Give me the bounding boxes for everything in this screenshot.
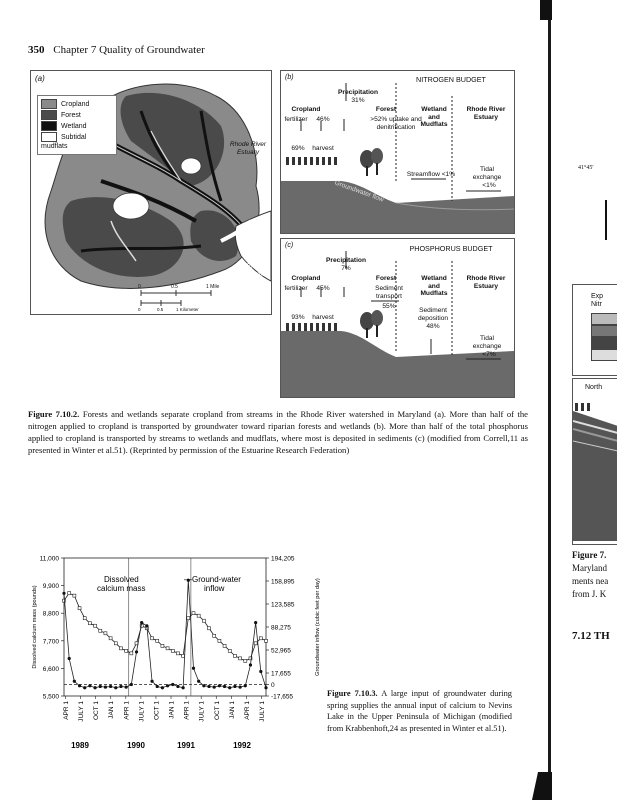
groundwater-inflow-point xyxy=(125,686,128,689)
subtidal-swatch xyxy=(41,132,57,142)
groundwater-inflow-point xyxy=(135,650,138,653)
groundwater-inflow-point xyxy=(140,621,143,624)
n-tidal: Tidal exchange xyxy=(472,166,502,181)
legend-subtidal: Subtidal mudflats xyxy=(41,133,87,150)
x-tick-label: OCT 1 xyxy=(213,701,221,721)
bay-label: To Chesapeake Bay xyxy=(230,263,268,286)
n-col-cropland: Cropland xyxy=(291,106,321,113)
caption-1-label: Figure 7.10.2. xyxy=(28,409,80,419)
page-header xyxy=(28,44,205,56)
legend-inflow-label-2: inflow xyxy=(204,584,225,593)
legend-forest: Forest xyxy=(41,110,113,121)
dissolved-calcium-point xyxy=(244,659,247,662)
right-tick-label: -17,655 xyxy=(271,693,294,701)
dissolved-calcium-point xyxy=(254,642,257,645)
groundwater-inflow-point xyxy=(254,621,257,624)
year-label: 1992 xyxy=(233,741,251,750)
right-cross-section xyxy=(572,378,617,545)
groundwater-inflow-point xyxy=(264,686,267,689)
figure-c-tag: (c) xyxy=(285,242,294,249)
groundwater-inflow-point xyxy=(207,685,210,688)
calcium-chart-svg xyxy=(28,548,328,758)
caption-2-label: Figure 7.10.3. xyxy=(327,689,378,698)
n-forest-note: >52% uptake and denitrification xyxy=(370,116,422,131)
groundwater-inflow-point xyxy=(156,685,159,688)
right-line-3: from J. K xyxy=(572,589,607,599)
dissolved-calcium-point xyxy=(94,624,97,627)
scale-km-1: 1 Kilometer xyxy=(176,307,199,312)
p-col-wetland: Wetland and Mudflats xyxy=(420,275,448,297)
dissolved-calcium-point xyxy=(114,642,117,645)
page-number: 350 xyxy=(28,44,45,56)
right-tick-label: 158,895 xyxy=(271,578,295,586)
dissolved-calcium-point xyxy=(233,654,236,657)
calcium-chart xyxy=(28,548,328,758)
x-tick-label: JULY 1 xyxy=(198,701,206,722)
dissolved-calcium-point xyxy=(192,612,195,615)
page-gutter xyxy=(548,0,551,800)
n-harvest: harvest xyxy=(312,145,334,152)
left-tick-label: 7,700 xyxy=(42,638,59,646)
n-fert-pct: 46% xyxy=(316,116,330,123)
groundwater-inflow-point xyxy=(68,657,71,660)
figure-a-tag: (a) xyxy=(35,74,45,83)
n-precip-pct: 31% xyxy=(351,97,365,104)
dissolved-calcium-point xyxy=(161,644,164,647)
x-tick-label: JAN 1 xyxy=(228,701,236,719)
right-line-1: Maryland xyxy=(572,563,607,573)
groundwater-inflow-point xyxy=(83,686,86,689)
caption-2-text: A large input of groundwater during spring supplies the annual input of calcium to Nevins Lake in the Upper Peninsula of Michigan (modified from Krabbenhoft,24 as presented in Winter et al.51). xyxy=(327,689,512,733)
left-tick-label: 5,500 xyxy=(42,693,59,701)
dissolved-calcium-point xyxy=(202,619,205,622)
dissolved-calcium-point xyxy=(239,657,242,660)
scale-km-05: 0.5 xyxy=(157,307,164,312)
groundwater-inflow-point xyxy=(223,685,226,688)
dissolved-calcium-point xyxy=(78,607,81,610)
groundwater-inflow-point xyxy=(73,680,76,683)
groundwater-inflow-point xyxy=(78,684,81,687)
year-label: 1989 xyxy=(71,741,89,750)
left-tick-label: 9,900 xyxy=(42,583,59,591)
dissolved-calcium-point xyxy=(88,622,91,625)
n-fertilizer: fertilizer xyxy=(284,116,308,123)
map-legend xyxy=(37,95,117,155)
chapter-label: Chapter 7 xyxy=(53,44,97,56)
figure-c-phosphorus xyxy=(280,238,515,398)
x-tick-label: JULY 1 xyxy=(258,701,266,722)
groundwater-inflow-point xyxy=(197,680,200,683)
n-col-estuary: Rhode River Estuary xyxy=(466,106,506,121)
dissolved-calcium-point xyxy=(228,649,231,652)
groundwater-inflow-point xyxy=(239,686,242,689)
phosphorus-title: PHOSPHORUS BUDGET xyxy=(409,244,493,253)
gutter-top-shadow xyxy=(540,0,552,20)
legend-dissolved-label-2: calcium mass xyxy=(97,584,146,593)
groundwater-inflow-point xyxy=(249,663,252,666)
right-section-heading: 7.12 TH xyxy=(572,630,610,642)
groundwater-inflow-point xyxy=(145,624,148,627)
right-rule xyxy=(605,200,607,240)
right-tick-label: 194,205 xyxy=(271,555,295,563)
p-harvest-pct: 93% xyxy=(291,314,305,321)
x-tick-label: JAN 1 xyxy=(168,701,176,719)
dissolved-calcium-point xyxy=(109,637,112,640)
left-axis-label: Dissolved calcium mass (pounds) xyxy=(32,585,38,669)
groundwater-inflow-point xyxy=(213,686,216,689)
chapter-title: Quality of Groundwater xyxy=(99,44,205,56)
p-precip: Precipitation xyxy=(326,257,366,264)
right-tick-label: 0 xyxy=(271,682,275,689)
cropland-swatch xyxy=(41,99,57,109)
p-harvest: harvest xyxy=(312,314,334,321)
n-harvest-pct: 69% xyxy=(291,145,305,152)
legend-inflow-label: —Ground-water xyxy=(184,575,241,584)
p-tidal: Tidal exchange xyxy=(472,335,502,350)
legend-cropland: Cropland xyxy=(41,99,113,110)
p-fert-pct: 45% xyxy=(316,285,330,292)
x-tick-label: APR 1 xyxy=(183,701,191,720)
right-tick-label: 88,275 xyxy=(271,624,291,632)
groundwater-inflow-point xyxy=(228,686,231,689)
legend-dissolved-label: Dissolved xyxy=(104,575,139,584)
right-tick-label: 123,585 xyxy=(271,601,295,609)
scale-mi-1: 1 Mile xyxy=(206,284,220,290)
scale-mi-0: 0 xyxy=(138,284,141,290)
dissolved-calcium-point xyxy=(171,649,174,652)
right-axis-label: Groundwater inflow (cubic feet per day) xyxy=(315,578,321,676)
x-tick-label: JAN 1 xyxy=(108,701,116,719)
n-streamflow: Streamflow <1% xyxy=(406,171,456,178)
figure-7-10-3-caption xyxy=(327,688,512,734)
p-deposition: Sediment deposition xyxy=(417,307,449,322)
x-tick-label: APR 1 xyxy=(63,701,71,720)
right-swatch-2 xyxy=(591,325,617,337)
dissolved-calcium-point xyxy=(223,644,226,647)
dissolved-calcium-point xyxy=(197,614,200,617)
groundwater-inflow-point xyxy=(130,683,133,686)
groundwater-inflow-line xyxy=(64,580,266,687)
x-tick-label: APR 1 xyxy=(123,701,131,720)
dissolved-calcium-point xyxy=(99,629,102,632)
estuary-label: Rhode River Estuary xyxy=(229,141,267,156)
dissolved-calcium-point xyxy=(130,652,133,655)
dissolved-calcium-point xyxy=(213,634,216,637)
dissolved-calcium-point xyxy=(265,639,268,642)
groundwater-inflow-point xyxy=(114,686,117,689)
groundwater-inflow-point xyxy=(233,685,236,688)
p-tidal-pct: <7% xyxy=(482,351,496,358)
p-col-forest: Forest xyxy=(375,275,397,282)
figure-7-10-2-caption xyxy=(28,408,528,456)
p-col-estuary: Rhode River Estuary xyxy=(466,275,506,290)
right-section-svg xyxy=(573,401,617,541)
groundwater-inflow-point xyxy=(259,670,262,673)
legend-wetland: Wetland xyxy=(41,121,113,132)
dissolved-calcium-point xyxy=(104,632,107,635)
groundwater-inflow-point xyxy=(99,685,102,688)
groundwater-inflow-point xyxy=(244,684,247,687)
n-col-wetland: Wetland and Mudflats xyxy=(420,106,448,128)
x-tick-label: JULY 1 xyxy=(78,701,86,722)
groundwater-inflow-point xyxy=(166,684,169,687)
nitrogen-title: NITROGEN BUDGET xyxy=(416,75,486,84)
n-groundwater: Groundwater flow xyxy=(333,179,385,204)
dissolved-calcium-point xyxy=(259,637,262,640)
scale-km-0: 0 xyxy=(138,307,141,312)
right-tick-label: 17,655 xyxy=(271,670,291,678)
groundwater-inflow-point xyxy=(171,683,174,686)
groundwater-inflow-point xyxy=(109,685,112,688)
groundwater-inflow-point xyxy=(62,592,65,595)
forest-swatch xyxy=(41,110,57,120)
figure-b-tag: (b) xyxy=(285,74,294,81)
n-tidal-pct: <1% xyxy=(482,182,496,189)
wetland-swatch xyxy=(41,121,57,131)
right-exp: Exp xyxy=(591,293,604,300)
groundwater-inflow-point xyxy=(202,684,205,687)
groundwater-inflow-point xyxy=(176,685,179,688)
x-tick-label: JULY 1 xyxy=(138,701,146,722)
dissolved-calcium-point xyxy=(166,647,169,650)
caption-1-text: Forests and wetlands separate cropland from streams in the Rhode River watershed in Maryland (a). More than half of the nitrogen applied to cropland is transported by groundwater toward riparian forests and wetlands (b). More than half of the total phosphorus applied to cropland is transported by streams to wetlands and mudflats, where most is deposited in sediments (c) (modified from Correll,11 as presented in Winter et al.51). (Reprinted by permission of the Estuarine Research Federation) xyxy=(28,409,528,455)
groundwater-inflow-point xyxy=(182,686,185,689)
p-precip-pct: 7% xyxy=(341,265,351,272)
p-deposition-pct: 48% xyxy=(426,323,440,330)
x-tick-label: OCT 1 xyxy=(153,701,161,721)
dissolved-calcium-point xyxy=(187,617,190,620)
groundwater-inflow-point xyxy=(119,685,122,688)
dissolved-calcium-point xyxy=(68,592,71,595)
right-north: North xyxy=(585,384,603,391)
dissolved-calcium-point xyxy=(83,617,86,620)
right-fig-label: Figure 7. xyxy=(572,550,607,560)
dissolved-calcium-point xyxy=(119,647,122,650)
year-label: 1991 xyxy=(177,741,195,750)
dissolved-calcium-point xyxy=(208,627,211,630)
dissolved-calcium-point xyxy=(125,649,128,652)
year-label: 1990 xyxy=(127,741,145,750)
dissolved-calcium-point xyxy=(151,637,154,640)
dissolved-calcium-point xyxy=(156,639,159,642)
dissolved-calcium-point xyxy=(176,652,179,655)
dissolved-calcium-point xyxy=(218,639,221,642)
dissolved-calcium-point xyxy=(182,654,185,657)
groundwater-inflow-point xyxy=(192,667,195,670)
left-tick-label: 11,000 xyxy=(39,555,59,563)
right-swatch-1 xyxy=(591,313,617,325)
p-forest-note: Sediment transport xyxy=(375,285,403,300)
n-precip: Precipitation xyxy=(338,89,378,96)
n-col-forest: Forest xyxy=(375,106,397,113)
right-line-2: ments nea xyxy=(572,576,609,586)
right-figure-box xyxy=(572,284,617,376)
figure-a-map xyxy=(30,70,272,315)
right-nitr: Nitr xyxy=(591,301,602,308)
right-tick-label: 52,965 xyxy=(271,647,291,655)
p-col-cropland: Cropland xyxy=(291,275,321,282)
groundwater-inflow-point xyxy=(88,684,91,687)
gutter-bottom-shadow xyxy=(532,772,552,800)
p-fertilizer: fertilizer xyxy=(284,285,308,292)
groundwater-inflow-point xyxy=(218,684,221,687)
left-tick-label: 8,800 xyxy=(42,610,59,618)
x-tick-label: OCT 1 xyxy=(93,701,101,721)
groundwater-inflow-point xyxy=(93,686,96,689)
groundwater-inflow-point xyxy=(104,686,107,689)
right-swatch-3 xyxy=(591,337,617,349)
figure-b-nitrogen xyxy=(280,70,515,234)
scale-mi-05: 0.5 xyxy=(171,284,178,290)
x-tick-label: APR 1 xyxy=(243,701,251,720)
right-swatch-4 xyxy=(591,349,617,361)
p-forest-pct: 55% xyxy=(382,303,396,310)
dissolved-calcium-point xyxy=(73,594,76,597)
right-coord: 41°45' xyxy=(578,165,594,171)
left-tick-label: 6,600 xyxy=(42,665,59,673)
groundwater-inflow-point xyxy=(150,680,153,683)
groundwater-inflow-point xyxy=(161,686,164,689)
